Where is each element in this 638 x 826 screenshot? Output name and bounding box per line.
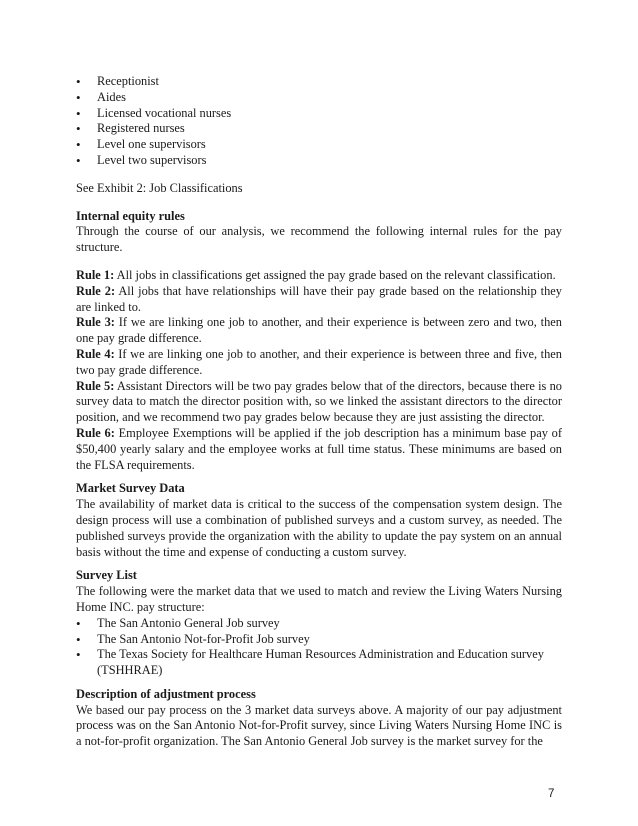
list-item: • The San Antonio Not-for-Profit Job survey xyxy=(76,632,562,648)
rule-label: Rule 2: xyxy=(76,283,116,298)
exhibit-reference: See Exhibit 2: Job Classifications xyxy=(76,180,243,195)
list-item: • Level two supervisors xyxy=(76,153,562,169)
rule-text: If we are linking one job to another, and their experience is between zero and two, then one pay grade difference. xyxy=(76,315,563,346)
list-item: • Level one supervisors xyxy=(76,137,562,153)
rule-text: All jobs in classifications get assigned the pay grade based on the relevant classification. xyxy=(114,267,556,282)
rule-text: Assistant Directors will be two pay grades below that of the directors, because there is no survey data to match the director position with, so we linked the assistant directors to the director position, and we recommend two pay grades below because they are just assisting the director. xyxy=(76,378,562,425)
rule-6 xyxy=(76,426,562,473)
survey-list-heading: Survey List xyxy=(76,568,137,583)
rule-1 xyxy=(76,268,562,284)
adjustment-text: We based our pay process on the 3 market data surveys above. A majority of our pay adjustment process was on the San Antonio Not-for-Profit survey, since Living Waters Nursing Home INC is a not-for-profit organization. The San Antonio General Job survey is the market survey for the xyxy=(76,702,562,749)
rule-2 xyxy=(76,284,562,316)
page-content xyxy=(76,74,562,750)
internal-equity-heading: Internal equity rules xyxy=(76,208,185,223)
internal-equity-intro: Through the course of our analysis, we recommend the following internal rules for the pay structure. xyxy=(76,224,562,255)
rule-label: Rule 1: xyxy=(76,267,115,282)
list-item: • The Texas Society for Healthcare Human Resources Administration and Education survey (TSHHRAE) xyxy=(76,647,562,679)
adjustment-heading: Description of adjustment process xyxy=(76,686,256,701)
market-survey-heading: Market Survey Data xyxy=(76,481,185,496)
rule-label: Rule 6: xyxy=(76,425,115,440)
list-item: • The San Antonio General Job survey xyxy=(76,616,562,632)
survey-list xyxy=(76,616,562,679)
page-number: 7 xyxy=(548,788,555,800)
list-item: • Aides xyxy=(76,90,562,106)
rule-3 xyxy=(76,315,562,347)
rule-label: Rule 4: xyxy=(76,346,115,361)
survey-list-intro: The following were the market data that we used to match and review the Living Waters Nursing Home INC. pay structure: xyxy=(76,584,562,614)
market-survey-text: The availability of market data is critical to the success of the compensation system design. The design process will use a combination of published surveys and a custom survey, as needed. The published surveys provide the organization with the ability to update the pay system on an annual basis without the time and expense of conducting a custom survey. xyxy=(76,497,562,559)
rule-text: Employee Exemptions will be applied if the job description has a minimum base pay of $50,400 yearly salary and the employee works at full time status. These minimums are based on the FLSA requirements. xyxy=(76,425,562,472)
list-item: • Licensed vocational nurses xyxy=(76,106,562,122)
rule-4 xyxy=(76,347,562,379)
rules-section xyxy=(76,268,562,473)
rule-text: If we are linking one job to another, and their experience is between three and five, then two pay grade difference. xyxy=(76,346,562,377)
list-item: • Receptionist xyxy=(76,74,562,90)
rule-5 xyxy=(76,379,562,426)
list-item: • Registered nurses xyxy=(76,121,562,137)
rule-label: Rule 5: xyxy=(76,378,115,393)
job-classification-list xyxy=(76,74,562,169)
rule-label: Rule 3: xyxy=(76,315,115,330)
rule-text: All jobs that have relationships will have their pay grade based on the relationship they are linked to. xyxy=(76,283,562,314)
